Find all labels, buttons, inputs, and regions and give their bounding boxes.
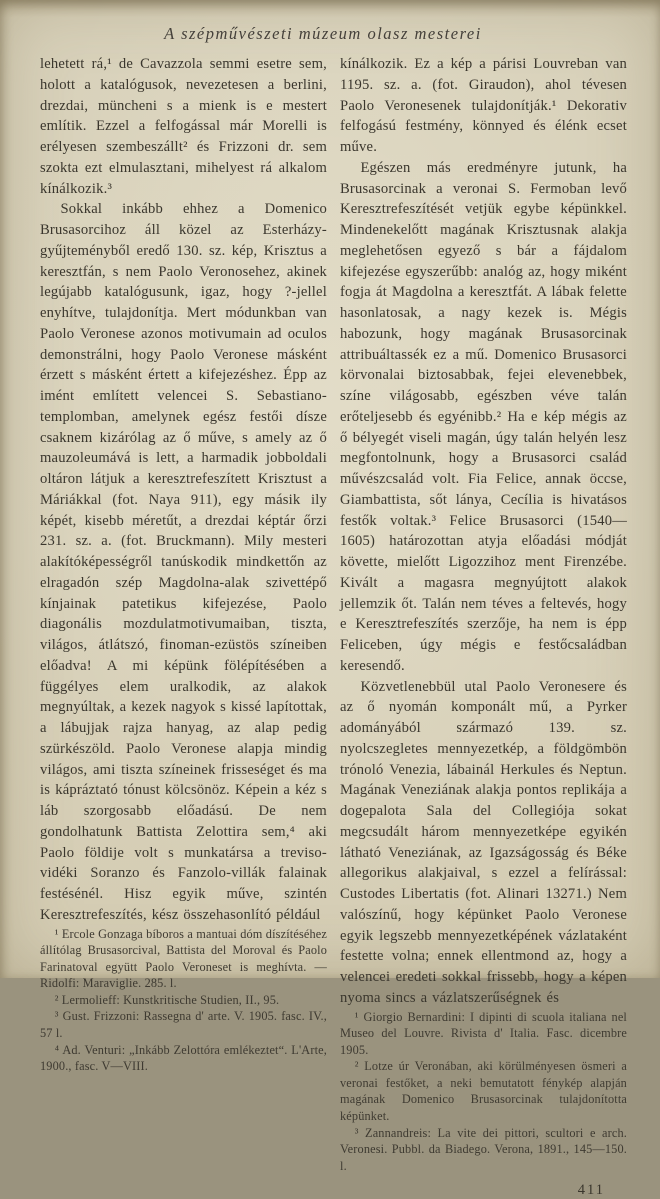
left-column-body: [40, 54, 327, 926]
body-paragraph: Sokkal inkább ehhez a Domenico Brusasorcihoz áll közel az Esterházy-gyűjteményből eredő 130. sz. kép, Krisztus a keresztfán, s nem Paolo Veronosehez, akinek legújabb katalógusunk, igaz, hogy ?-jellel enyhítve, tulajdonítja. Mert módunkban van Paolo Veronese azonos motivumain ad oculos demonstrálni, hogy Paolo Veronese másként érzett s másként értett a kifejezéshez. Épp az imént említett velencei S. Sebastiano-templomban, amelynek egész festői dísze csaknem kizárólag az ő műve, s amely az ő mauzoleumává is lett, a harmadik jobboldali oltáron látjuk a keresztrefeszített Krisztust a Máriákkal (fot. Naya 911), egy másik ily képét, kisebb méretűt, a drezdai képtár őrzi 231. sz. a. (fot. Bruckmann). Mily mesteri alakítóképességről tanúskodik mindkettőn az elragadón szép Magdolna-alak szivettépő kínjainak patetikus kifejezése, Paolo diagonális mozdulatmotivumaiban, tiszta, világos, átlátszó, finoman-ezüstös színeiben előadva! A mi képünk fölépítésében a függélyes elem uralkodik, az alakok megnyúltak, a kezek nagyok s kissé lapítottak, a lábujjak rajza hanyag, az alap pedig szürkészöld. Paolo Veronese alapja mindig világos, ami tiszta színeinek frisseséget és ma is kápráztató tónust kölcsönöz. Képein a kéz s láb szorgosabb előadású. De nem gondolhatunk Battista Zelottira sem,⁴ aki Paolo földije volt s munkatársa a treviso-vidéki Soranzo és Fanzolo-villák falainak festésénél. Hisz egyik műve, szintén Keresztrefeszítés, kész összehasonlító például: [40, 199, 327, 925]
right-column-footnotes: [340, 1009, 627, 1177]
right-column-body: [340, 54, 627, 1009]
left-column: [40, 54, 327, 962]
right-column: [340, 54, 627, 962]
body-paragraph: kínálkozik. Ez a kép a párisi Louvreban van 1195. sz. a. (fot. Giraudon), ahol tévesen Paolo Veronesenek tulajdonítják.¹ Dekorativ felfogású festmény, könnyed és élénk ecset műve.: [340, 54, 627, 158]
footnote: ⁴ Ad. Venturi: „Inkább Zelottóra emlékeztet“. L'Arte, 1900., fasc. V—VIII.: [40, 1042, 327, 1075]
body-paragraph: Közvetlenebbül utal Paolo Veronesere és az ő nyomán komponált mű, a Pyrker adományából származó 139. sz. nyolcszegletes mennyezetkép, a földgömbön trónoló Venezia, lábainál Herkules és Neptun. Magának Veneziának alakja pontos replikája a dogepalota Sala del Collegiója sokat megcsudált három mennyezetképe egyikén látható Veneziának, az Igazságosság és Béke allegorikus alakjaival, s ezzel a felírással: Custodes Libertatis (fot. Alinari 13271.) Nem valószínű, hogy képünket Paolo Veronese egyik legszebb mennyezetképének vázlataként festette volna; ennek ellentmond az, hogy a velencei eredeti sokkal frissebb, hogy a képen nyoma sincs a vázlatszerűségnek és: [340, 677, 627, 1009]
body-paragraph: lehetett rá,¹ de Cavazzola semmi esetre sem, holott a katalógusok, nevezetesen a berlini, drezdai, müncheni s a mienk is e mestert említik. Ezzel a felfogással már Morelli is erélyesen szembeszállt² és Frizzoni dr. sem szokta ezt elmulasztani, mihelyest rá alkalom kínálkozik.³: [40, 54, 327, 199]
footnote: ¹ Giorgio Bernardini: I dipinti di scuola italiana nel Museo del Louvre. Rivista d' Italia. Fasc. dicembre 1905.: [340, 1009, 627, 1059]
footnote: ³ Zannandreis: La vite dei pittori, scultori e arch. Veronesi. Pubbl. da Biadego. Verona, 1891., 145—150. l.: [340, 1125, 627, 1175]
footnote: ³ Gust. Frizzoni: Rassegna d' arte. V. 1905. fasc. IV., 57 l.: [40, 1008, 327, 1041]
footnote: ² Lotze úr Veronában, aki körülményesen ösmeri a veronai festőket, a neki bemutatott fénykép alapján magának Domenico Brusasorcinak tulajdonította képünket.: [340, 1058, 627, 1124]
footnote: ¹ Ercole Gonzaga bíboros a mantuai dóm díszítéséhez állítólag Brusasorcival, Battista del Moroval és Paolo Farinatoval együtt Paolo Veroneset is meghívta. — Ridolfi: Maraviglie. 285. l.: [40, 926, 327, 992]
text-columns: [40, 54, 627, 962]
left-column-footnotes: [40, 926, 327, 1077]
footnote: ² Lermolieff: Kunstkritische Studien, II., 95.: [40, 992, 327, 1009]
body-paragraph: Egészen más eredményre jutunk, ha Brusasorcinak a veronai S. Fermoban levő Keresztrefeszítését vetjük egybe képünkkel. Mindenekelőtt magának Krisztusnak alakja meglehetősen egyező s bár a fájdalom kifejezése egyszerűbb: analóg az, hogy miként fogja át Magdolna a keresztfát. A lábak felette hasonlatosak, a nagy kezek is. Mégis habozunk, hogy magának Brusasorcinak attribuáltassék ez a mű. Domenico Brusasorci körvonalai biztosabbak, fejei elevenebbek, színe világosabb, egészben véve talán erőteljesebb és egyénibb.² Ha e kép mégis az ő bélyegét viseli magán, úgy talán helyén lesz megfontolnunk, hogy a Brusasorci család művészcsalád volt. Fia Felice, annak öccse, Giambattista, sőt lánya, Cecília is hivatásos festők voltak.³ Felice Brusasorci (1540—1605) határozottan atyja előadási módját követte, mielőtt Ligozzihoz ment Firenzébe. Kivált a magasra megnyújtott alakok jellemzik őt. Talán nem téves a feltevés, hogy e Keresztrefeszítés szerzője, ha nem is épp Feliceben, úgy mégis e festőcsaládban keresendő.: [340, 158, 627, 677]
right-column-bottom: [340, 1009, 627, 1199]
running-header: A szépművészeti múzeum olasz mesterei: [0, 24, 646, 44]
page-number: 411: [340, 1176, 627, 1199]
